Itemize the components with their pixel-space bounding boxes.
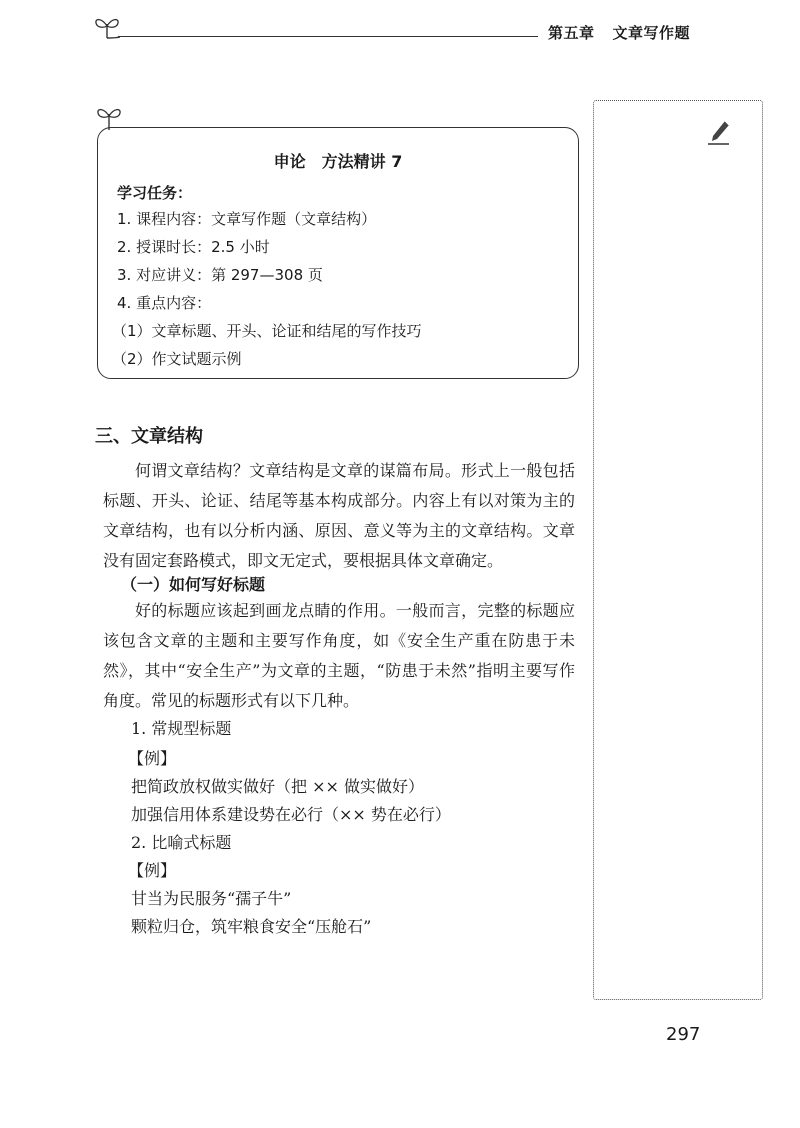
task-item: 3. 对应讲义：第 297—308 页 (117, 266, 323, 284)
chapter-number: 第五章 (548, 24, 595, 42)
task-item: （2）作文试题示例 (112, 350, 242, 368)
title-paragraph: 好的标题应该起到画龙点睛的作用。一般而言，完整的标题应该包含文章的主题和主要写作角度，如《安全生产重在防患于未然》，其中“安全生产”为文章的主题，“防患于未然”指明主要写作角度。常见的标题形式有以下几种。 (103, 601, 575, 710)
task-title-subject: 申论 (273, 152, 306, 171)
pencil-icon (705, 116, 731, 146)
notes-column (593, 100, 763, 1000)
title-type: 1. 常规型标题 (131, 719, 232, 738)
example-label: 【例】 (128, 861, 177, 880)
task-item: 1. 课程内容：文章写作题（文章结构） (117, 210, 377, 228)
chapter-heading (548, 22, 690, 43)
intro-paragraph: 何谓文章结构？文章结构是文章的谋篇布局。形式上一般包括标题、开头、论证、结尾等基本构成部分。内容上有以对策为主的文章结构，也有以分析内涵、原因、意义等为主的文章结构。文章没有固定套路模式，即文无定式，要根据具体文章确定。 (103, 461, 575, 570)
example-label: 【例】 (128, 749, 177, 768)
example-line: 甘当为民服务“孺子牛” (131, 889, 292, 908)
header-rule (118, 36, 538, 37)
title-type: 2. 比喻式标题 (131, 833, 232, 852)
section-title: 三、文章结构 (95, 426, 203, 447)
example-line: 把简政放权做实做好（把 ×× 做实做好） (131, 777, 424, 796)
task-item: （1）文章标题、开头、论证和结尾的写作技巧 (112, 322, 422, 340)
task-heading: 学习任务： (117, 184, 193, 202)
task-title-lesson: 方法精讲 7 (321, 152, 403, 171)
page-number: 297 (666, 1024, 701, 1045)
subsection-title: （一）如何写好标题 (121, 575, 266, 594)
task-item: 4. 重点内容： (117, 294, 212, 312)
example-line: 加强信用体系建设势在必行（×× 势在必行） (131, 805, 451, 824)
chapter-title: 文章写作题 (612, 24, 691, 42)
task-item: 2. 授课时长：2.5 小时 (117, 238, 270, 256)
example-line: 颗粒归仓，筑牢粮食安全“压舱石” (131, 917, 372, 936)
task-box-title (97, 149, 579, 172)
